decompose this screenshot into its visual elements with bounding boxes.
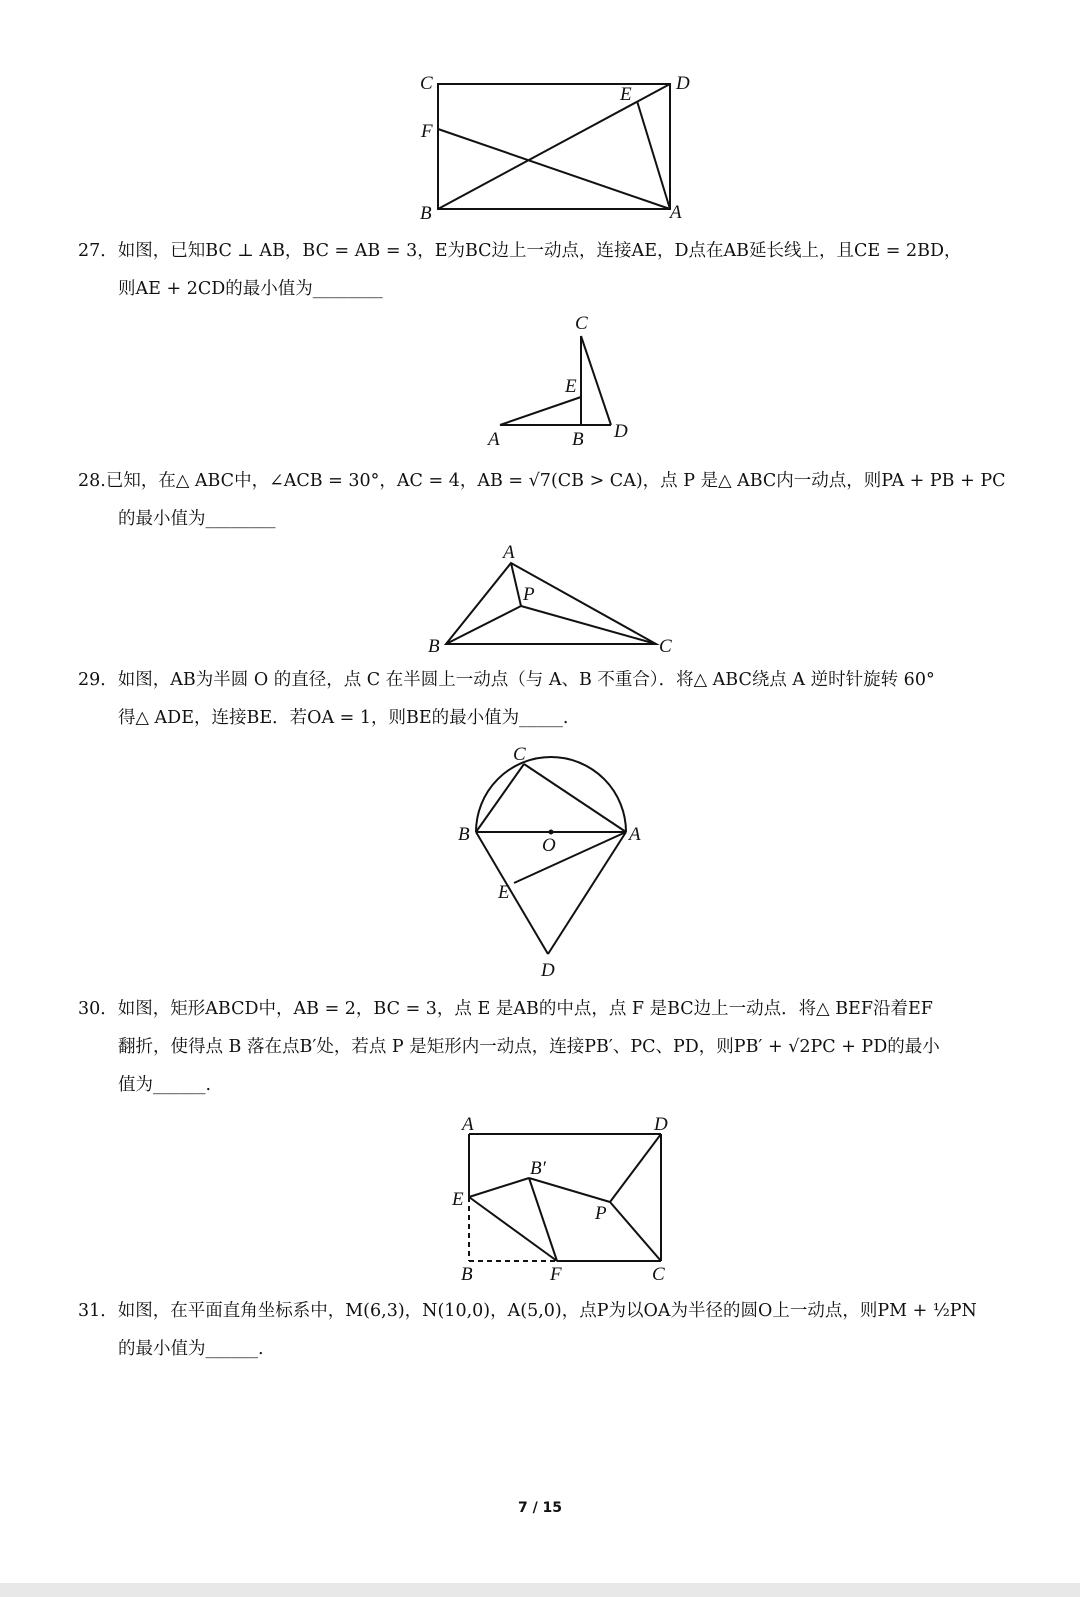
label-d: D <box>654 1114 668 1135</box>
label-o: O <box>542 835 556 856</box>
segment-pc <box>610 1202 661 1261</box>
figure-rectangle-fold <box>0 1110 1080 1290</box>
segment-pbp <box>529 1178 610 1202</box>
question-29-line-2: 得△ ADE，连接BE．若OA = 1，则BE的最小值为_____. <box>118 708 569 728</box>
label-e: E <box>620 84 632 105</box>
segment-fa <box>438 129 670 209</box>
label-a: A <box>670 202 682 223</box>
question-27 <box>78 232 1008 308</box>
label-f: F <box>421 121 433 142</box>
label-a: A <box>629 824 641 845</box>
segment-ca <box>524 764 626 832</box>
question-30 <box>78 990 1008 1104</box>
label-p: P <box>595 1203 607 1224</box>
label-b: B <box>461 1264 473 1285</box>
center-o <box>549 830 554 835</box>
page-number: 7 / 15 <box>517 1500 563 1516</box>
segment-pb <box>446 606 521 644</box>
semicircle-arc <box>476 757 626 832</box>
label-c: C <box>513 744 526 765</box>
segment-ef <box>469 1197 557 1261</box>
question-30-line-3: 值为______. <box>118 1075 212 1095</box>
label-c: C <box>652 1264 665 1285</box>
figure-rectangle-cdab <box>0 0 1080 230</box>
segment-pc <box>521 606 656 644</box>
segment-ebp <box>469 1178 529 1197</box>
label-d: D <box>614 421 628 442</box>
question-31 <box>78 1292 1008 1368</box>
segment-ea <box>637 101 670 209</box>
label-a: A <box>503 542 515 563</box>
figure-triangle-fermat <box>0 540 1080 660</box>
label-e: E <box>565 376 577 397</box>
label-d: D <box>676 73 690 94</box>
question-27-line-2: 则AE + 2CD的最小值为________ <box>118 279 383 299</box>
segment-bd <box>476 832 548 954</box>
label-e: E <box>452 1189 464 1210</box>
label-a: A <box>488 429 500 450</box>
segment-pa <box>511 563 521 606</box>
question-29-line-1: 29．如图，AB为半圆 O 的直径，点 C 在半圆上一动点（与 A、B 不重合）．将△ ABC绕点 A 逆时针旋转 60° <box>78 670 935 690</box>
question-28-line-2: 的最小值为________ <box>118 509 276 529</box>
segment-bd <box>438 84 670 209</box>
segment-cd <box>581 336 611 425</box>
label-p: P <box>523 584 535 605</box>
label-b-prime: B′ <box>530 1158 546 1179</box>
label-c: C <box>659 636 672 657</box>
figure-semicircle-rotation <box>0 740 1080 985</box>
label-c: C <box>420 73 433 94</box>
segment-bpf <box>529 1178 557 1261</box>
question-30-line-2: 翻折，使得点 B 落在点B′处，若点 P 是矩形内一动点，连接PB′、PC、PD，则PB′ + √2PC + PD的最小 <box>118 1037 940 1057</box>
question-30-line-1: 30．如图，矩形ABCD中，AB = 2，BC = 3，点 E 是AB的中点，点 F 是BC边上一动点．将△ BEF沿着EF <box>78 999 933 1019</box>
question-28 <box>78 462 1008 538</box>
label-b: B <box>428 636 440 657</box>
label-d: D <box>541 960 555 981</box>
label-b: B <box>458 824 470 845</box>
segment-pd <box>610 1134 661 1202</box>
label-f: F <box>550 1264 562 1285</box>
question-28-line-1: 28.已知，在△ ABC中，∠ACB = 30°，AC = 4，AB = √7(CB > CA)，点 P 是△ ABC内一动点，则PA + PB + PC <box>78 471 1006 491</box>
label-b: B <box>420 203 432 224</box>
label-b: B <box>572 429 584 450</box>
question-29 <box>78 661 1008 737</box>
figure-right-triangle <box>0 300 1080 460</box>
question-27-line-1: 27．如图，已知BC ⊥ AB，BC = AB = 3，E为BC边上一动点，连接AE，D点在AB延长线上，且CE = 2BD， <box>78 241 962 261</box>
label-e: E <box>498 882 510 903</box>
segment-ae <box>500 397 581 425</box>
question-31-line-2: 的最小值为______. <box>118 1339 264 1359</box>
triangle-abc <box>446 563 656 644</box>
bottom-edge <box>0 1583 1080 1597</box>
question-31-line-1: 31．如图，在平面直角坐标系中，M(6,3)，N(10,0)，A(5,0)，点P为以OA为半径的圆O上一动点，则PM + ½PN <box>78 1301 977 1321</box>
label-a: A <box>462 1114 474 1135</box>
label-c: C <box>575 313 588 334</box>
